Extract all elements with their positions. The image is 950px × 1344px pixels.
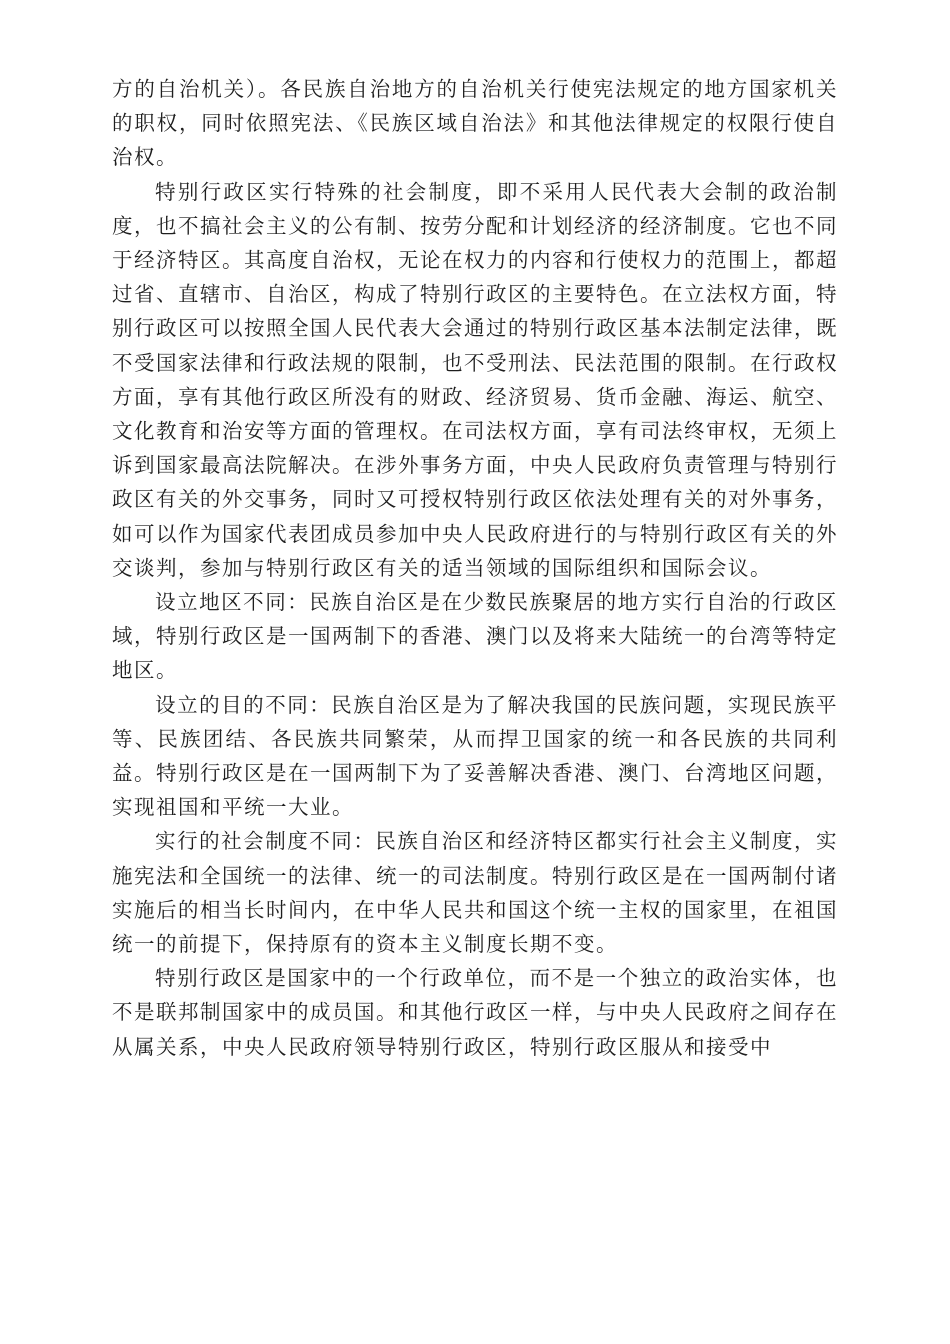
paragraph-4: 设立的目的不同：民族自治区是为了解决我国的民族问题，实现民族平等、民族团结、各民族共同繁荣，从而捍卫国家的统一和各民族的共同利益。特别行政区是在一国两制下为了妥善解决香港、澳门、台湾地区问题，实现祖国和平统一大业。 — [112, 692, 838, 820]
document-page — [112, 72, 838, 1064]
paragraph-2: 特别行政区实行特殊的社会制度，即不采用人民代表大会制的政治制度，也不搞社会主义的公有制、按劳分配和计划经济的经济制度。它也不同于经济特区。其高度自治权，无论在权力的内容和行使权力的范围上，都超过省、直辖市、自治区，构成了特别行政区的主要特色。在立法权方面，特别行政区可以按照全国人民代表大会通过的特别行政区基本法制定法律，既不受国家法律和行政法规的限制，也不受刑法、民法范围的限制。在行政权方面，享有其他行政区所没有的财政、经济贸易、货币金融、海运、航空、文化教育和治安等方面的管理权。在司法权方面，享有司法终审权，无须上诉到国家最高法院解决。在涉外事务方面，中央人民政府负责管理与特别行政区有关的外交事务，同时又可授权特别行政区依法处理有关的对外事务，如可以作为国家代表团成员参加中央人民政府进行的与特别行政区有关的外交谈判，参加与特别行政区有关的适当领域的国际组织和国际会议。 — [112, 179, 838, 580]
paragraph-5: 实行的社会制度不同：民族自治区和经济特区都实行社会主义制度，实施宪法和全国统一的法律、统一的司法制度。特别行政区是在一国两制付诸实施后的相当长时间内，在中华人民共和国这个统一主权的国家里，在祖国统一的前提下，保持原有的资本主义制度长期不变。 — [112, 829, 838, 957]
paragraph-6: 特别行政区是国家中的一个行政单位，而不是一个独立的政治实体，也不是联邦制国家中的成员国。和其他行政区一样，与中央人民政府之间存在从属关系，中央人民政府领导特别行政区，特别行政区服从和接受中 — [112, 966, 838, 1059]
paragraph-1: 方的自治机关）。各民族自治地方的自治机关行使宪法规定的地方国家机关的职权，同时依照宪法、《民族区域自治法》和其他法律规定的权限行使自治权。 — [112, 77, 838, 170]
paragraph-3: 设立地区不同：民族自治区是在少数民族聚居的地方实行自治的行政区域，特别行政区是一国两制下的香港、澳门以及将来大陆统一的台湾等特定地区。 — [112, 590, 838, 683]
